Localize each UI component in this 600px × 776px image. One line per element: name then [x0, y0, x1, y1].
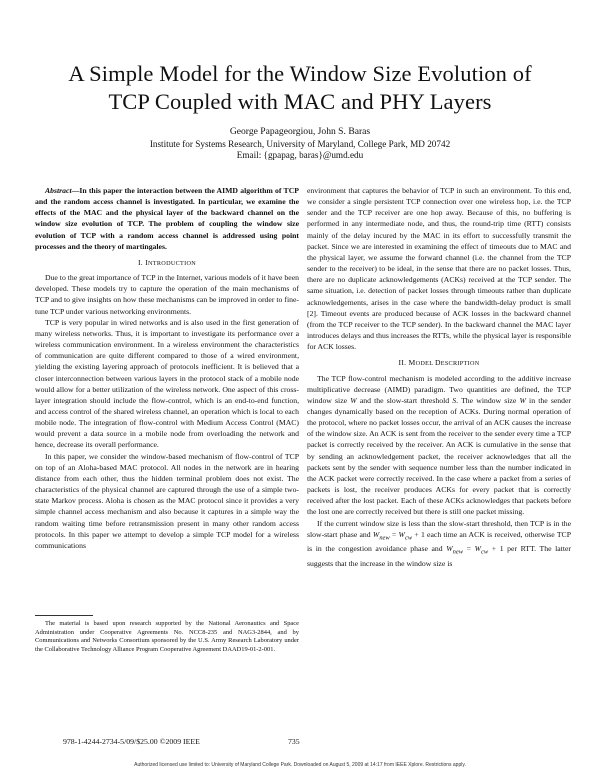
- heading-model-num: II. M: [398, 358, 416, 368]
- intro-paragraph-2: TCP is very popular in wired networks and is also used in the first generation of many wireless networks. Thus, it is important to investigate its performance over a wireless communication environment. In a wireless environment the characteristics of communication are quite different compared to those of a wired environment, yielding the existing layering approach of protocols inefficient. It is believed that a closer interconnection between various layers in the protocol stack of a mobile node would allow for a better utilization of the wireless network. One aspect of this cross-layer integration should include the flow-control, which is an end-to-end function, and access control of the shared wireless channel, an operation which is local to each mobile node. The integration of flow-control with Medium Access Control (MAC) would prevent a data source in a mobile node from overloading the network and hence, decrease its overall performance.: [35, 317, 299, 450]
- paper-title: [20, 60, 580, 116]
- math-W: W: [350, 395, 357, 405]
- email: Email: {gpapag, baras}@umd.edu: [236, 150, 364, 160]
- author-names: George Papageorgiou, John S. Baras: [229, 126, 371, 137]
- section-heading-model-description: [307, 357, 571, 369]
- math-W-new-2: W: [446, 544, 453, 554]
- section-heading-introduction: [35, 257, 299, 269]
- abstract: [35, 185, 299, 252]
- math-sub-new: new: [379, 534, 390, 542]
- model-p1-a: The TCP flow-control mechanism is modeled according to the additive increase multiplicative decrease (AIMD) paradigm. Two quantities are defined, the TCP window size: [307, 373, 571, 405]
- intro-paragraph-3-continued: environment that captures the behavior of TCP in such an environment. To this end, we consider a single persistent TCP connection over one wireless hop, i.e. the TCP sender and the TCP receiver are one hop away. Because of this, no buffering is performed in any intermediate node, and thus, the round-trip time (RTT) consists mainly of the delay incured by the MAC in its effort to successfully transmit the packet. Since we are interested in examining the effect of timeouts due to MAC and the physical layer, we assume the forward channel (i.e. the channel from the TCP sender to the receiver) to be ideal, in the sense that there are no packet losses. Thus, there are no duplicate acknowledgements (ACKs) received at the TCP sender. The same situation, i.e. detection of packet losses through timeouts rather than duplicate acknowledgements, arises in the case where the bandwidth-delay product is small [2]. Timeout events are produced because of ACK losses in the backward channel (from the TCP receiver to the TCP sender). In the backward channel the MAC layer introduces delays and thus increases the RTTs, while the physical layer is responsible for ACK losses.: [307, 186, 571, 352]
- model-p2-c: The latter suggests that the increase in the window size is: [307, 544, 572, 569]
- intro-paragraph-3: In this paper, we consider the window-based mechanism of flow-control of TCP on top of an Aloha-based MAC protocol. All nodes in the network are in hearing distance from each other, thus the hidden terminal problem does not exist. The characteristics of the physical channel are captured through the use of a simple two-state Markov process. Aloha is chosen as the MAC protocol since it provides a very simple channel access mechanism and also because it captures in a simple way the random waiting time before retransmission present in many other random access protocols. In this paper we attempt to develop a simple TCP model for a wireless communications: [35, 451, 299, 550]
- intro-paragraph-1: Due to the great importance of TCP in the Internet, various models of it have been developed. These models try to capture the operation of the main mechanisms of TCP and to give insights on how these mechanisms can be improved in order to fine-tune TCP under various networking environments.: [35, 273, 299, 316]
- math-sub-cw: cw: [404, 534, 413, 542]
- heading-model-rest: ESCRIPTION: [440, 360, 480, 368]
- math-equals: =: [389, 529, 399, 539]
- math-S: S: [452, 395, 457, 405]
- footnote: The material is based upon research supported by the National Aeronautics and Space Administration under Cooperative Agreements No. NCC8-235 and NAG3-2844, and by Communications and Networks Consortium sponsored by the U.S. Army Research Laboratory under the Collaborative Technology Alliance Program Cooperative Agreement DAAD19-01-2-001.: [35, 620, 299, 653]
- math-W-new: W: [372, 529, 380, 539]
- math-plus-one: + 1: [412, 529, 425, 539]
- model-paragraph-1: [307, 373, 571, 518]
- title-line-1: A Simple Model for the Window Size Evolution of: [68, 61, 532, 86]
- abstract-text: —In this paper the interaction between the AIMD algorithm of TCP and the random access channel is investigated. In particular, we examine the effects of the MAC and the physical layer of the backward channel on the window size evolution of TCP. The problem of coupling the window size evolution of TCP with a random access channel is addressed using point processes and the theory of martingales.: [35, 186, 299, 251]
- affiliation: Institute for Systems Research, University of Maryland, College Park, MD 20742: [149, 138, 451, 149]
- math-equals-2: =: [463, 544, 475, 554]
- model-p1-c: . The window size: [456, 395, 520, 405]
- right-column: [307, 185, 571, 569]
- author-block: [0, 126, 600, 162]
- isbn-line: 978-1-4244-2734-5/09/$25.00 ©2009 IEEE: [63, 737, 200, 746]
- math-sub-new-2: new: [452, 548, 464, 556]
- model-p2-a: If the current window size is less than the slow-start threshold, then TCP is in the slow-start phase and: [307, 518, 571, 539]
- math-plus-one-rtt: + 1 per RTT.: [488, 544, 537, 554]
- math-sub-cw-2: cw: [481, 548, 489, 556]
- math-W-cw-2: W: [474, 544, 482, 554]
- model-p2-b: each time an ACK is received, otherwise TCP is in the congestion avoidance phase and: [307, 529, 571, 554]
- license-notice: Authorized licensed use limited to: University of Maryland College Park. Downloaded on August 5, 2009 at 14:17 from IEEE Xplore. Restrictions apply.: [134, 762, 466, 768]
- left-column: [35, 185, 299, 551]
- abstract-lead: Abstract: [45, 186, 72, 195]
- heading-intro-rest: NTRODUCTION: [148, 259, 197, 267]
- title-line-2: TCP Coupled with MAC and PHY Layers: [108, 89, 492, 114]
- math-W-cw: W: [398, 529, 405, 539]
- model-paragraph-2: [307, 518, 571, 570]
- heading-model-mid: ODEL: [415, 360, 435, 368]
- model-p1-b: and the slow-start threshold: [356, 395, 453, 405]
- footnote-rule: [35, 615, 93, 616]
- page-number: 735: [288, 737, 300, 746]
- math-W-2: W: [519, 395, 526, 405]
- model-p1-d: in the sender changes dynamically based on the reception of ACKs. During normal operation of the protocol, where no packet losses occur, the arrival of an ACK causes the increase of the window size. An ACK is sent from the receiver to the sender every time a TCP packet is correctly received by the receiver. An ACK is cumulative in the sense that by sending an acknowledgement packet, the receiver acknowledges that all the packets sent by the sender with sequence number less than the number indicated in the ACK packet were correctly received. In the case where a packet from a series of packets is lost, the receiver produces ACKs for every packet that is correctly received after the lost packet. Each of these ACKs acknowledges that packets before the lost one are correctly received but there is still one packet missing.: [307, 395, 571, 517]
- heading-model-d: D: [434, 358, 441, 368]
- heading-intro-num: I. I: [137, 257, 149, 267]
